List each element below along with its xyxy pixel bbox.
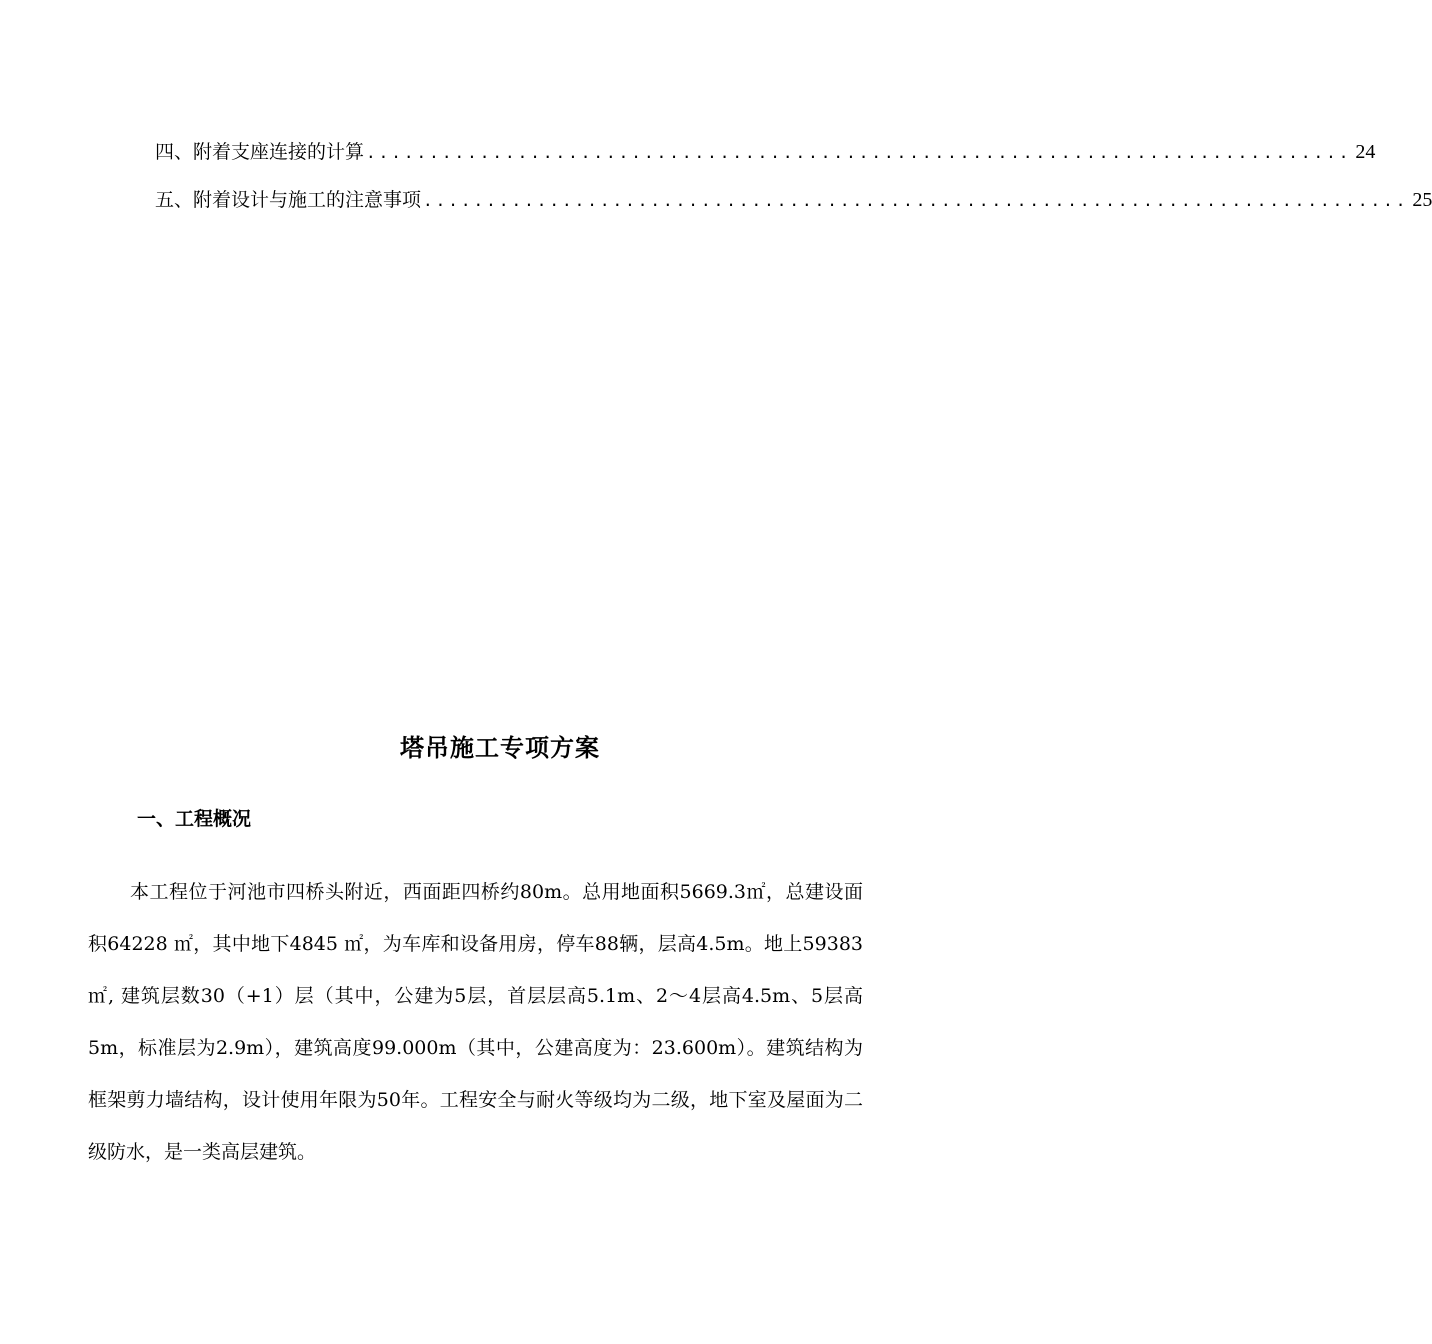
toc-dot-leader: .............................................................................. — [423, 191, 1409, 210]
document-title: 塔吊施工专项方案 — [400, 734, 600, 762]
toc-entry[interactable] — [155, 136, 1376, 184]
section-heading: 一、工程概况 — [137, 808, 252, 830]
toc-entry[interactable] — [155, 184, 1432, 232]
toc-entry-page: 25 — [1412, 189, 1432, 211]
toc-entry-label: 四、附着支座连接的计算 — [155, 141, 365, 163]
toc-entry-label: 五、附着设计与施工的注意事项 — [155, 189, 422, 211]
toc-dot-leader: .............................................................................. — [366, 143, 1352, 162]
toc-entry-page: 24 — [1355, 141, 1376, 163]
body-paragraph: 本工程位于河池市四桥头附近，西面距四桥约80m。总用地面积5669.3㎡，总建设面积64228 ㎡，其中地下4845 ㎡，为车库和设备用房，停车88辆，层高4.5m。地上59383 ㎡, 建筑层数30（+1）层（其中，公建为5层，首层层高5.1m、2～4层高4.5m、5层高5m，标准层为2.9m），建筑高度99.000m（其中，公建高度为：23.600m）。建筑结构为框架剪力墙结构，设计使用年限为50年。工程安全与耐火等级均为二级，地下室及屋面为二级防水，是一类高层建筑。 — [88, 881, 863, 1163]
table-of-contents — [155, 136, 1432, 232]
